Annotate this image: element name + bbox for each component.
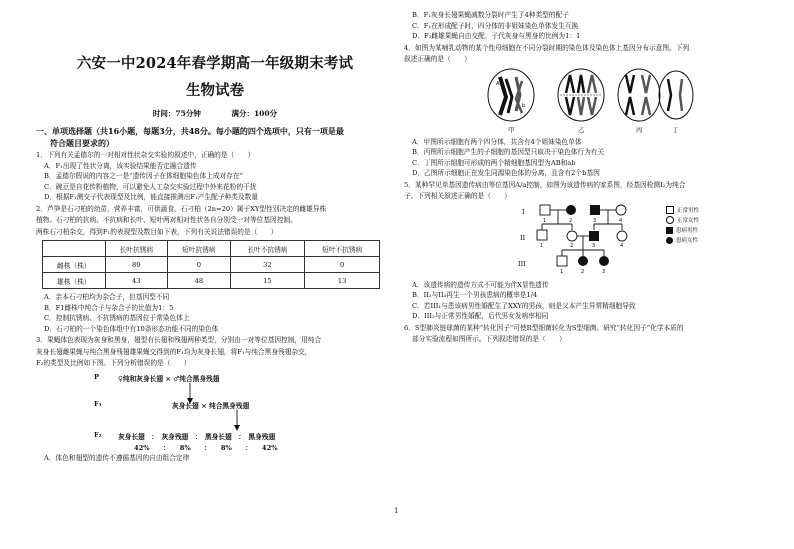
legend-label: 正常女性 xyxy=(677,217,700,224)
cell-jia-figure xyxy=(486,67,536,123)
question-2-option-c: C．控制抗锈病、不抗锈病的基因位于常染色体上 xyxy=(44,314,190,322)
cell-label-jia: 甲 xyxy=(508,125,515,134)
cross-f2-label: F₂ xyxy=(94,430,102,439)
question-5-stem-1: 5．某种罕见单基因遗传病由等位基因A/a控制，如图为该遗传病的家系图，经基因检测I₂为纯合 xyxy=(404,180,686,189)
legend-item xyxy=(666,226,699,236)
question-3-stem-2: 灰身长翅雌果蝇与纯合黑身残翅雄果蝇交得到的F₁均为灰身长翅，将F₁与纯合黑身残翅杂交， xyxy=(36,347,312,356)
table-cell: 0 xyxy=(168,257,231,273)
question-6 xyxy=(404,323,776,345)
svg-text:2: 2 xyxy=(570,242,574,249)
page-number: 1 xyxy=(394,507,399,515)
question-5 xyxy=(404,180,776,322)
table-header-cell: 短叶不抗锈病 xyxy=(305,241,380,257)
affected-female-icon xyxy=(666,237,673,244)
question-3-stem-1: 3．果蝇体色表现为灰身和黑身，翅型有长翅和残翅两种类型，分别由一对等位基因控制，用纯合 xyxy=(36,336,322,344)
table-header-row xyxy=(43,241,380,257)
cell-label-yi: 乙 xyxy=(578,125,585,134)
question-4-option-c: C．丁图所示细胞可形成的两个精细胞基因型为AB和ab xyxy=(412,158,576,167)
cross-f1-label: F₁ xyxy=(94,399,102,408)
question-1 xyxy=(36,150,394,203)
pedigree-gen-2: II xyxy=(520,233,526,242)
table-cell: 48 xyxy=(168,273,231,289)
question-6-stem-2: 部分实验流程如图所示。下列叙述错误的是（ ） xyxy=(412,335,566,343)
legend-label: 患病女性 xyxy=(676,237,699,244)
table-cell: 15 xyxy=(230,273,305,289)
table-row xyxy=(43,257,380,273)
cross-f2-ratio: 42% ： 8% ： 8% ： 42% xyxy=(134,443,278,452)
table-header-cell xyxy=(43,241,106,257)
cell-division-figure xyxy=(404,67,776,137)
table-cell: 雌株（株） xyxy=(43,257,106,273)
legend-label: 正常男性 xyxy=(677,207,700,214)
cell-label-bing: 丙 xyxy=(636,125,643,134)
question-4-option-d: D．乙图所示细胞正在发生同源染色体的分离，且含有2个b基因 xyxy=(412,169,600,177)
exam-title: 六安一中2024年春学期高一年级期末考试 xyxy=(76,55,354,72)
legend-item xyxy=(666,236,699,246)
question-3-option-d: D．F₂雌雄果蝇自由交配，子代灰身与黑身的比例为1：1 xyxy=(412,32,581,40)
table-cell: 0 xyxy=(305,257,380,273)
legend-item xyxy=(666,206,699,216)
question-1-option-c: C．碗豆是自花传粉植物，可以避免人工杂交实验过程中外来花粉的干扰 xyxy=(44,182,257,191)
exam-subject: 生物试卷 xyxy=(186,82,244,99)
pedigree-legend xyxy=(666,206,699,246)
question-4-stem-1: 4．如图为某哺乳动物的某个性母细胞在不同分裂时期的染色体及染色体上基因分布示意图。下列 xyxy=(404,43,690,52)
table-cell: 雄株（株） xyxy=(43,273,106,289)
legend-label: 患病男性 xyxy=(676,227,699,234)
section-title xyxy=(36,126,394,149)
question-3-option-c: C．F₁在形成配子时，四分体的非姐妹染色单体发生互换 xyxy=(412,21,579,30)
svg-text:3: 3 xyxy=(592,242,596,249)
question-3 xyxy=(36,335,394,463)
svg-text:2: 2 xyxy=(581,268,585,275)
question-2-stem-2: 植物。石刁柏的抗病、不抗病和长叶、短叶两对相对性状各自分别受一对等位基因控制。 xyxy=(36,216,297,224)
section-title-line2: 符合题目要求的） xyxy=(50,137,114,148)
question-4-stem-2: 叙述正确的是（ ） xyxy=(404,55,471,63)
question-4 xyxy=(404,43,776,179)
arrow-down-icon xyxy=(232,410,242,432)
question-6-stem-1: 6．S型肺炎链球菌的某种“转化因子”可使R型细菌转化为S型细菌。研究“转化因子”化学本质的 xyxy=(404,323,684,332)
question-1-option-b: B．孟德尔假说的内容之一是“遗传因子在体细胞染色体上成对存在” xyxy=(44,172,243,180)
legend-item xyxy=(666,216,699,226)
question-2-option-a: A．亲本石刁柏均为杂合子，但基因型不同 xyxy=(44,293,170,301)
table-cell: 32 xyxy=(230,257,305,273)
table-header-cell: 短叶抗锈病 xyxy=(168,241,231,257)
pedigree-diagram xyxy=(532,202,652,280)
cell-yi-figure xyxy=(556,67,606,123)
question-2-table xyxy=(42,240,380,289)
question-2-stem-1: 2．芦笋是石刁柏的幼苗，营养丰富，可供蔬食。石刁柏（2n=20）属于XY型性别决定的雌雄异株 xyxy=(36,204,327,213)
normal-male-icon xyxy=(666,206,674,214)
question-5-option-b: B．II₂与II₃再生一个男孩患病的概率是1/4 xyxy=(412,291,538,299)
question-5-option-d: D．III₂与正常男性婚配，后代男女发病率相同 xyxy=(412,312,549,320)
left-column xyxy=(36,10,394,463)
table-header-cell: 长叶抗锈病 xyxy=(105,241,168,257)
table-cell: 43 xyxy=(105,273,168,289)
svg-text:1: 1 xyxy=(560,268,564,275)
exam-meta xyxy=(36,108,394,119)
section-title-line1: 一、单项选择题（共16小题，每题3分，共48分。每小题的四个选项中，只有一项是最 xyxy=(36,126,344,136)
question-1-option-a: A．F₁出现了性状分离，该实验结果能否定融合遗传 xyxy=(44,161,197,170)
question-2-option-d: D．石刁柏的一个染色体组中有10条形态功能不同的染色体 xyxy=(44,324,219,333)
question-4-option-b: B．丙图所示细胞产生的子细胞的基因型只取决于染色体行为有关 xyxy=(412,148,605,156)
affected-male-icon xyxy=(666,227,673,234)
normal-female-icon xyxy=(666,216,674,224)
question-2-stem-3: 两株石刁柏杂交，得到F₁的表现型及数目如下表，下列有关说法错误的是（ ） xyxy=(36,227,278,236)
table-header-cell: 长叶不抗锈病 xyxy=(230,241,305,257)
svg-text:3: 3 xyxy=(593,217,597,224)
pedigree-gen-1: I xyxy=(522,207,525,216)
cross-f2-text: 灰身长翅 ： 灰身残翅 ： 黑身长翅 ： 黑身残翅 xyxy=(118,432,276,441)
pedigree-chart xyxy=(404,202,776,280)
question-3-option-b: B．F₁灰身长翅果蝇减数分裂时产生了4种类型的配子 xyxy=(412,11,569,19)
cross-p-text: ♀纯和灰身长翅 × ♂纯合黑身残翅 xyxy=(118,374,220,383)
svg-text:3: 3 xyxy=(602,268,606,275)
svg-text:b: b xyxy=(522,102,526,109)
question-4-option-a: A．甲图所示细胞有两个四分体，共含有4个姐妹染色单体 xyxy=(412,137,582,146)
cell-ding-figure xyxy=(656,67,696,123)
svg-text:4: 4 xyxy=(619,217,623,224)
question-1-stem: 1．下列有关孟德尔的一对相对性状杂交实验的叙述中，正确的是（ ） xyxy=(36,151,255,159)
svg-text:2: 2 xyxy=(569,217,573,224)
question-2-option-b: B．F1雌株中纯合子与杂合子的比值为1：5 xyxy=(44,303,174,312)
question-5-option-a: A．该遗传病的遗传方式不可能为伴X显性遗传 xyxy=(412,280,549,289)
cross-diagram xyxy=(42,369,394,453)
table-row xyxy=(43,273,380,289)
svg-text:1: 1 xyxy=(543,217,547,224)
question-5-stem-2: 子。下列相关叙述正确的是（ ） xyxy=(404,192,511,200)
question-3-stem-3: F₂的类型及比例如下图。下列分析错误的是（ ） xyxy=(36,359,191,367)
question-1-option-d: D．根据F₁测交子代表现型及比例，能直接推测出F₁产生配子种类及数量 xyxy=(44,193,258,201)
question-5-option-c: C．若III₁与患该病男性婚配生了XXY的男孩，则是父本产生异常精细胞导致 xyxy=(412,301,636,310)
pedigree-gen-3: III xyxy=(518,259,526,268)
cell-label-ding: 丁 xyxy=(672,125,679,134)
exam-time: 时间：75分钟 xyxy=(152,109,201,118)
cross-p-label: P xyxy=(94,372,100,381)
svg-text:1: 1 xyxy=(540,242,544,249)
svg-text:4: 4 xyxy=(620,242,624,249)
question-3-option-a: A．体色和翅型的遗传不遵循基因的自由组合定律 xyxy=(44,453,190,462)
exam-score: 满分：100分 xyxy=(231,109,278,118)
table-cell: 89 xyxy=(105,257,168,273)
table-cell: 13 xyxy=(305,273,380,289)
cross-f1-text: 灰身长翅 × 纯合黑身残翅 xyxy=(172,401,250,410)
right-column xyxy=(404,10,776,345)
svg-text:A: A xyxy=(496,80,500,87)
question-2 xyxy=(36,204,394,335)
